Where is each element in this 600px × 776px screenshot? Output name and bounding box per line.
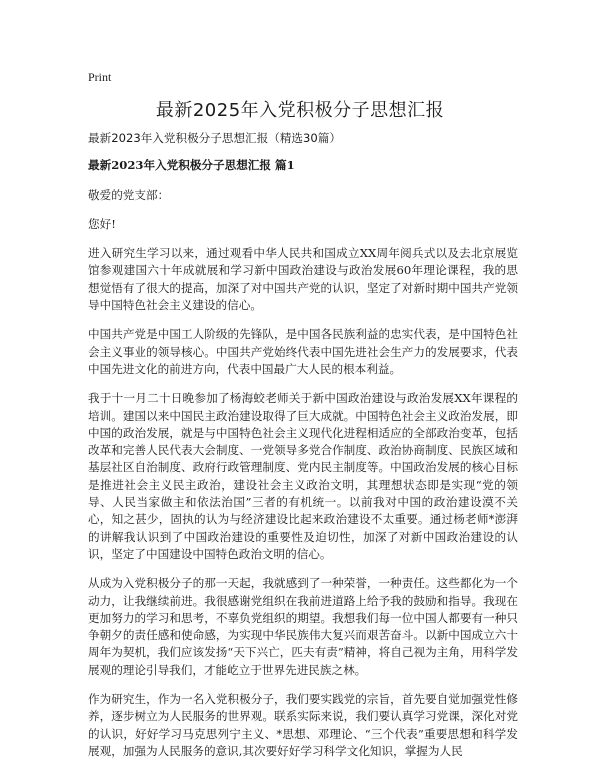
greeting: 您好! xyxy=(88,216,116,231)
document-subtitle: 最新2023年入党积极分子思想汇报（精选30篇） xyxy=(88,131,341,145)
body-paragraph: 我于十一月二十日晚参加了杨海蛟老师关于新中国政治建设与政治发展XX年课程的培训。建国以来中国民主政治建设取得了巨大成就。中国特色社会主义政治发展，即中国的政治发展，就是与中国特色社会主义现代化进程相适应的全部政治变革，包括改革和完善人民代表大会制度、一党领导多党合作制度、政治协商制度、民族区域和基层社区自治制度、政府行政管理制度、党内民主制度等。中国政治发展的核心目标是推进社会主义民主政治，建设社会主义政治文明，其理想状态即是实现“党的领导、人民当家做主和依法治国”三者的有机统一。以前我对中国的政治建设漠不关心，知之甚少，固执的认为与经济建设比起来政治建设不太重要。通过杨老师*澎湃的讲解我认识到了中国政治建设的重要性及迫切性，加深了对新中国政治建设的认识，坚定了中国建设中国特色政治文明的信心。 xyxy=(88,391,518,561)
body-paragraph: 作为研究生，作为一名入党积极分子，我们要实践党的宗旨，首先要自觉加强党性修养，逐步树立为人民服务的世界观。联系实际来说，我们要认真学习党课，深化对党的认识，好好学习马克思列宁主义、*思想、邓理论、“三个代表”重要思想和科学发展观，加强为人民服务的意识,其次要好好学习科学文化知识，掌握为人民 xyxy=(88,692,518,758)
print-link[interactable]: Print xyxy=(88,70,112,84)
document-title: 最新2025年入党积极分子思想汇报 xyxy=(155,100,445,121)
body-paragraph: 中国共产党是中国工人阶级的先锋队，是中国各民族利益的忠实代表，是中国特色社会主义事业的领导核心。中国共产党始终代表中国先进社会生产力的发展要求，代表中国先进文化的前进方向，代表中国最广大人民的根本利益。 xyxy=(88,327,518,376)
section-heading: 最新2023年入党积极分子思想汇报 篇1 xyxy=(88,158,295,173)
document-body xyxy=(88,130,518,772)
salutation: 敬爱的党支部： xyxy=(88,187,170,202)
body-paragraph: 进入研究生学习以来，通过观看中华人民共和国成立XX周年阅兵式以及去北京展览馆参观建国六十年成就展和学习新中国政治建设与政治发展60年理论课程，我的思想觉悟有了很大的提高，加深了对中国共产党的认识，坚定了对新时期中国共产党领导中国特色社会主义建设的信心。 xyxy=(88,246,518,313)
body-paragraph: 从成为入党积极分子的那一天起，我就感到了一种荣誉，一种责任。这些都化为一个动力，让我继续前进。我很感谢党组织在我前进道路上给予我的鼓励和指导。我现在更加努力的学习和思考，不辜负党组织的期望。我想我们每一位中国人都要有一种只争朝夕的责任感和使命感，为实现中华民族伟大复兴而艰苦奋斗。以新中国成立六十周年为契机，我们应该发扬“天下兴亡，匹夫有责”精神，将自己视为主角，用科学发展观的理论引导我们，才能屹立于世界先进民族之林。 xyxy=(88,576,518,677)
